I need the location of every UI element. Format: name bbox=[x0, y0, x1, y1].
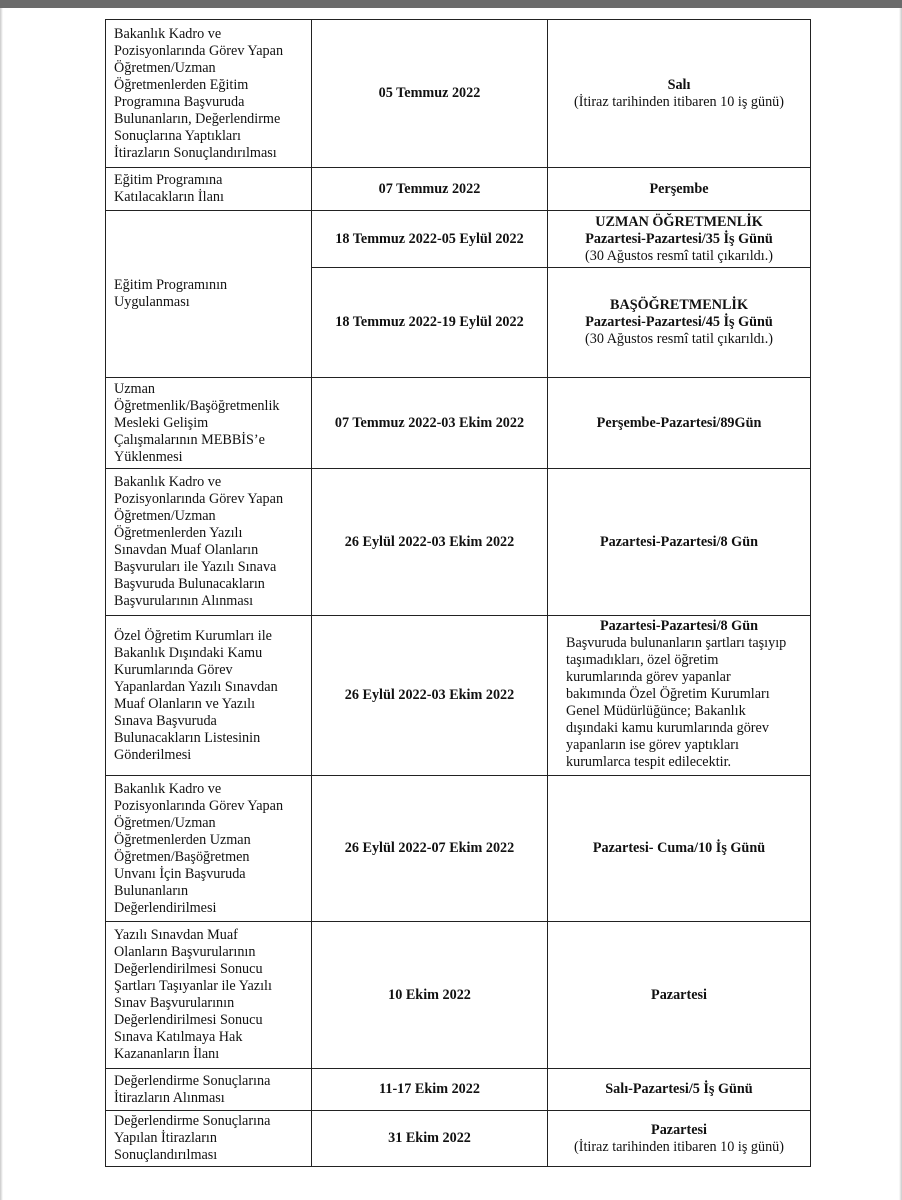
activity-line: İtirazların Sonuçlandırılması bbox=[114, 144, 277, 161]
activity-line: Değerlendirilmesi bbox=[114, 899, 217, 916]
duration-cell bbox=[548, 378, 811, 469]
activity-line: Öğretmenlik/Başöğretmenlik bbox=[114, 397, 280, 414]
table-row bbox=[106, 922, 811, 1069]
activity-line: Öğretmenlerden Yazılı bbox=[114, 525, 243, 541]
table-row bbox=[106, 211, 811, 268]
activity-line: Katılacakların İlanı bbox=[114, 189, 224, 205]
duration-line: Salı bbox=[667, 76, 691, 93]
activity-cell bbox=[106, 922, 312, 1069]
activity-line: Değerlendirme Sonuçlarına bbox=[114, 1113, 271, 1129]
activity-line: Sınav Başvurularının bbox=[114, 995, 235, 1011]
date-cell: 26 Eylül 2022-03 Ekim 2022 bbox=[312, 469, 548, 616]
activity-line: Çalışmalarının MEBBİS’e bbox=[114, 431, 265, 448]
note-line: taşımadıkları, özel öğretim bbox=[566, 652, 719, 668]
activity-line: Yazılı Sınavdan Muaf bbox=[114, 927, 238, 943]
activity-line: Olanların Başvurularının bbox=[114, 944, 256, 960]
duration-cell bbox=[548, 922, 811, 1069]
activity-cell bbox=[106, 168, 312, 211]
date-cell: 31 Ekim 2022 bbox=[312, 1111, 548, 1167]
table-row bbox=[106, 469, 811, 616]
duration-cell bbox=[548, 616, 811, 776]
note-line: kurumlarca tespit edilecektir. bbox=[566, 754, 732, 770]
duration-cell bbox=[548, 1111, 811, 1167]
duration-cell bbox=[548, 1069, 811, 1111]
activity-line: Sınava Katılmaya Hak bbox=[114, 1029, 243, 1045]
activity-cell bbox=[106, 211, 312, 378]
activity-cell bbox=[106, 20, 312, 168]
table-row bbox=[106, 616, 811, 776]
duration-line: Perşembe bbox=[649, 180, 709, 197]
schedule-table bbox=[105, 19, 811, 1167]
table-row bbox=[106, 378, 811, 469]
activity-line: Pozisyonlarında Görev Yapan bbox=[114, 797, 284, 814]
activity-line: Sonuçlarına Yaptıkları bbox=[114, 127, 241, 144]
activity-line: Eğitim Programına bbox=[114, 172, 223, 188]
activity-line: Bakanlık Dışındaki Kamu bbox=[114, 644, 263, 661]
activity-line: Başvurularının Alınması bbox=[114, 593, 254, 609]
duration-line: Pazartesi-Pazartesi/45 İş Günü bbox=[585, 314, 773, 330]
activity-line: Mesleki Gelişim bbox=[114, 414, 209, 431]
activity-line: Kurumlarında Görev bbox=[114, 661, 233, 678]
table-row bbox=[106, 20, 811, 168]
activity-line: Yüklenmesi bbox=[114, 448, 183, 465]
activity-line: Yapılan İtirazların bbox=[114, 1130, 217, 1146]
activity-line: Unvanı İçin Başvuruda bbox=[114, 865, 246, 882]
page-shadow-left bbox=[0, 8, 3, 1200]
table-row bbox=[106, 1069, 811, 1111]
date-cell: 18 Temmuz 2022-05 Eylül 2022 bbox=[312, 211, 548, 268]
duration-note: (İtiraz tarihinden itibaren 10 iş günü) bbox=[574, 1138, 784, 1155]
activity-line: Bulunacakların Listesinin bbox=[114, 729, 261, 746]
duration-line: Pazartesi-Pazartesi/8 Gün bbox=[600, 618, 758, 634]
table-row bbox=[106, 168, 811, 211]
activity-line: Öğretmen/Uzman bbox=[114, 814, 216, 831]
duration-note: (30 Ağustos resmî tatil çıkarıldı.) bbox=[585, 247, 773, 264]
table-row bbox=[106, 1111, 811, 1167]
activity-line: Sınava Başvuruda bbox=[114, 712, 217, 729]
duration-line: Pazartesi bbox=[651, 986, 707, 1003]
duration-line: Pazartesi-Pazartesi/8 Gün bbox=[600, 533, 758, 550]
activity-line: Bakanlık Kadro ve bbox=[114, 780, 222, 797]
activity-line: Programına Başvuruda bbox=[114, 93, 245, 110]
activity-line: Bulunanların, Değerlendirme bbox=[114, 110, 281, 127]
activity-line: Öğretmenlerden Uzman bbox=[114, 831, 251, 848]
duration-line: Salı-Pazartesi/5 İş Günü bbox=[605, 1081, 753, 1097]
activity-line: Muaf Olanların ve Yazılı bbox=[114, 695, 256, 712]
note-line: Genel Müdürlüğünce; Bakanlık bbox=[566, 703, 746, 719]
date-cell: 07 Temmuz 2022-03 Ekim 2022 bbox=[312, 378, 548, 469]
date-cell: 26 Eylül 2022-03 Ekim 2022 bbox=[312, 616, 548, 776]
duration-cell bbox=[548, 20, 811, 168]
note-line: yapanların ise görev yaptıkları bbox=[566, 737, 739, 753]
activity-line: Değerlendirme Sonuçlarına bbox=[114, 1072, 271, 1089]
duration-cell bbox=[548, 211, 811, 268]
duration-cell bbox=[548, 469, 811, 616]
activity-line: İtirazların Alınması bbox=[114, 1089, 225, 1106]
activity-cell bbox=[106, 1111, 312, 1167]
activity-line: Sonuçlandırılması bbox=[114, 1147, 218, 1163]
duration-explanation bbox=[554, 635, 804, 771]
activity-line: Bulunanların bbox=[114, 882, 189, 899]
duration-line: Pazartesi-Pazartesi/35 İş Günü bbox=[585, 230, 773, 247]
duration-line: Pazartesi- Cuma/10 İş Günü bbox=[592, 840, 766, 856]
activity-line: Pozisyonlarında Görev Yapan bbox=[114, 42, 284, 59]
duration-line: Perşembe-Pazartesi/89Gün bbox=[596, 414, 762, 431]
activity-line: Öğretmen/Uzman bbox=[114, 508, 216, 524]
activity-line: Bakanlık Kadro ve bbox=[114, 474, 222, 490]
viewer-top-bar bbox=[0, 0, 902, 8]
activity-line: Değerlendirilmesi Sonucu bbox=[114, 1012, 263, 1028]
activity-line: Öğretmen/Uzman bbox=[114, 59, 216, 76]
note-line: kurumlarında görev yapanlar bbox=[566, 669, 731, 685]
activity-cell bbox=[106, 469, 312, 616]
table-row bbox=[106, 776, 811, 922]
activity-cell bbox=[106, 616, 312, 776]
duration-cell bbox=[548, 268, 811, 378]
activity-line: Şartları Taşıyanlar ile Yazılı bbox=[114, 978, 272, 994]
activity-line: Yapanlardan Yazılı Sınavdan bbox=[114, 678, 278, 695]
duration-note: (İtiraz tarihinden itibaren 10 iş günü) bbox=[574, 93, 784, 110]
note-line: bakımında Özel Öğretim Kurumları bbox=[566, 686, 770, 702]
duration-title: UZMAN ÖĞRETMENLİK bbox=[595, 213, 763, 230]
activity-cell bbox=[106, 776, 312, 922]
activity-line: Bakanlık Kadro ve bbox=[114, 25, 222, 42]
date-cell: 05 Temmuz 2022 bbox=[312, 20, 548, 168]
activity-line: Sınavdan Muaf Olanların bbox=[114, 542, 259, 558]
activity-cell bbox=[106, 378, 312, 469]
date-cell: 07 Temmuz 2022 bbox=[312, 168, 548, 211]
activity-line: Öğretmenlerden Eğitim bbox=[114, 76, 249, 93]
activity-line: Gönderilmesi bbox=[114, 746, 192, 763]
note-line: dışındaki kamu kurumlarında görev bbox=[566, 720, 769, 736]
duration-note: (30 Ağustos resmî tatil çıkarıldı.) bbox=[585, 331, 773, 347]
activity-line: Eğitim Programının bbox=[114, 277, 228, 293]
date-cell: 10 Ekim 2022 bbox=[312, 922, 548, 1069]
duration-title: BAŞÖĞRETMENLİK bbox=[610, 297, 748, 313]
activity-line: Başvuruları ile Yazılı Sınava bbox=[114, 559, 277, 575]
activity-cell bbox=[106, 1069, 312, 1111]
activity-line: Başvuruda Bulunacakların bbox=[114, 576, 265, 592]
note-line: Başvuruda bulunanların şartları taşıyıp bbox=[566, 635, 787, 651]
duration-line: Pazartesi bbox=[651, 1121, 707, 1138]
date-cell: 18 Temmuz 2022-19 Eylül 2022 bbox=[312, 268, 548, 378]
activity-line: Uzman bbox=[114, 380, 155, 397]
activity-line: Özel Öğretim Kurumları ile bbox=[114, 627, 272, 644]
activity-line: Uygulanması bbox=[114, 294, 190, 310]
date-cell: 26 Eylül 2022-07 Ekim 2022 bbox=[312, 776, 548, 922]
activity-line: Öğretmen/Başöğretmen bbox=[114, 848, 250, 865]
activity-line: Kazananların İlanı bbox=[114, 1046, 220, 1062]
activity-line: Değerlendirilmesi Sonucu bbox=[114, 961, 263, 977]
duration-cell bbox=[548, 168, 811, 211]
duration-cell bbox=[548, 776, 811, 922]
activity-line: Pozisyonlarında Görev Yapan bbox=[114, 491, 284, 507]
date-cell: 11-17 Ekim 2022 bbox=[312, 1069, 548, 1111]
